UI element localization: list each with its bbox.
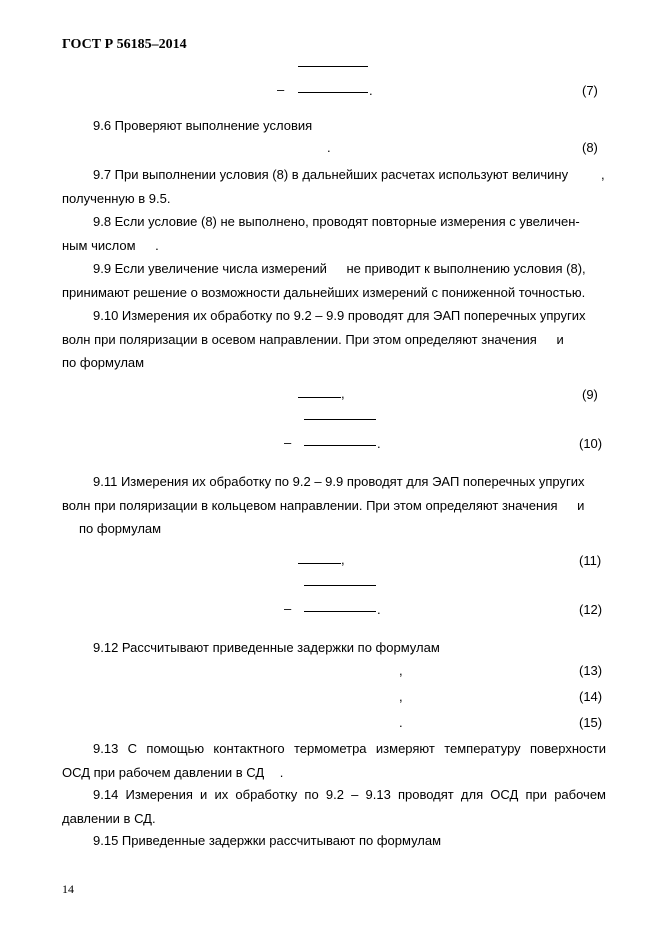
paragraph-9-15: 9.15 Приведенные задержки рассчитывают по формулам: [93, 833, 442, 848]
fraction-bar: [298, 397, 341, 398]
equation-punctuation: .: [327, 140, 331, 155]
fraction-bar: [304, 611, 376, 612]
paragraph-line: 9.14 Измерения и их обработку по 9.2 – 9.13 проводят для ОСД при рабочем: [93, 787, 606, 802]
paragraph-text: волн при поляризации в кольцевом направлении. При этом определяют значения: [62, 497, 558, 513]
paragraph-9-7: [62, 163, 606, 210]
paragraph-line: 9.10 Измерения их обработку по 9.2 – 9.9 проводят для ЭАП поперечных упругих: [93, 308, 586, 323]
minus-sign: –: [284, 435, 292, 450]
paragraph-line: принимают решение о возможности дальнейших измерений с пониженной точностью.: [62, 284, 586, 300]
equation-number: (10): [579, 436, 603, 451]
paragraph-9-12: 9.12 Рассчитывают приведенные задержки по формулам: [93, 640, 440, 655]
fraction-bar: [304, 445, 376, 446]
paragraph-line: по формулам: [79, 521, 162, 536]
paragraph-9-11: [62, 470, 606, 541]
paragraph-text: ным числом: [62, 237, 136, 253]
equation-number: (13): [579, 663, 603, 678]
paragraph-text: 9.7 При выполнении условия (8) в дальнейших расчетах используют величину: [93, 167, 569, 182]
paragraph-line: [62, 328, 606, 352]
paragraph-line: [62, 494, 606, 518]
paragraph-line: давлении в СД.: [62, 810, 156, 826]
equation-number: (9): [582, 387, 598, 402]
equation-number: (11): [579, 553, 602, 568]
paragraph-line: по формулам: [62, 355, 145, 370]
equation-number: (7): [582, 83, 598, 98]
fraction-bar: [304, 419, 376, 420]
minus-sign: –: [277, 82, 285, 97]
dot: .: [155, 237, 159, 253]
equation-punctuation: .: [377, 436, 381, 451]
page-number: 14: [62, 882, 74, 896]
equation-punctuation: .: [377, 602, 381, 617]
dot: .: [279, 764, 284, 780]
paragraph-9-8: [62, 210, 606, 257]
equation-number: (14): [579, 689, 603, 704]
document-header: ГОСТ Р 56185–2014: [62, 37, 187, 52]
fraction-bar: [298, 563, 341, 564]
equation-punctuation: .: [399, 715, 403, 730]
minus-sign: –: [284, 601, 292, 616]
paragraph-text: и: [577, 497, 585, 513]
paragraph-text: 9.9 Если увеличение числа измерений: [93, 261, 327, 276]
paragraph-text: ОСД при рабочем давлении в СД: [62, 764, 265, 780]
paragraph-9-13: [62, 737, 606, 784]
fraction-bar: [304, 585, 376, 586]
equation-punctuation: ,: [341, 386, 345, 401]
paragraph-line: 9.11 Измерения их обработку по 9.2 – 9.9 проводят для ЭАП поперечных упругих: [93, 474, 585, 489]
paragraph-line: [62, 163, 606, 187]
equation-punctuation: ,: [399, 689, 403, 704]
equation-number: (12): [579, 602, 603, 617]
paragraph-text: не приводит к выполнению условия (8),: [346, 261, 586, 276]
equation-number: (15): [579, 715, 603, 730]
paragraph-text: и: [556, 331, 564, 347]
paragraph-line: полученную в 9.5.: [62, 190, 171, 206]
paragraph-9-14: [62, 783, 606, 830]
equation-punctuation: .: [369, 83, 373, 98]
paragraph-line: [62, 257, 606, 281]
paragraph-line: [62, 761, 606, 785]
paragraph-text: волн при поляризации в осевом направлении. При этом определяют значения: [62, 331, 537, 347]
fraction-bar: [298, 92, 368, 93]
paragraph-line: 9.8 Если условие (8) не выполнено, проводят повторные измерения с увеличен-: [93, 214, 580, 229]
paragraph-line: [62, 234, 606, 258]
equation-punctuation: ,: [399, 663, 403, 678]
comma: ,: [601, 167, 605, 182]
paragraph-9-10: [62, 304, 606, 375]
paragraph-9-9: [62, 257, 606, 304]
fraction-bar: [298, 66, 368, 67]
paragraph-9-6: 9.6 Проверяют выполнение условия: [93, 118, 313, 133]
paragraph-line: 9.13 С помощью контактного термометра измеряют температуру поверхности: [93, 741, 606, 756]
equation-number: (8): [582, 140, 598, 155]
equation-punctuation: ,: [341, 552, 345, 567]
